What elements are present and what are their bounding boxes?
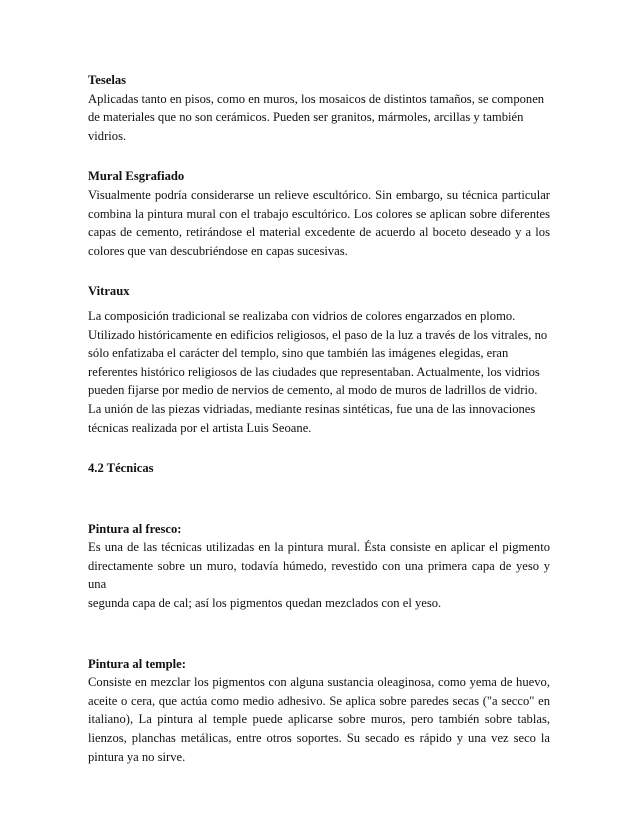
text-line: pueden fijarse por medio de nervios de cemento, al modo de muros de ladrillos de vidrio.: [88, 383, 538, 398]
section-pintura-al-fresco: [88, 520, 550, 613]
text-line: segunda capa de cal; así los pigmentos quedan mezclados con el yeso.: [88, 596, 442, 611]
text-line: pintura ya no sirve.: [88, 749, 186, 764]
text-line: Aplicadas tanto en pisos, como en muros, los mosaicos de distintos tamaños, se componen: [88, 91, 545, 106]
section-pintura-al-temple: [88, 655, 550, 767]
heading-vitraux: Vitraux: [88, 284, 130, 299]
text-line: Es una de las técnicas utilizadas en la pintura mural. Ésta consiste en aplicar el pigmento: [88, 540, 550, 555]
text-line: italiano), La pintura al temple puede aplicarse sobre muros, pero también sobre tablas,: [88, 712, 550, 727]
section-tecnicas: [88, 459, 550, 478]
document-page: [88, 71, 550, 766]
heading-mural-esgrafiado: Mural Esgrafiado: [88, 169, 185, 184]
paragraph-mural-esgrafiado: [88, 186, 550, 260]
text-line: sólo enfatizaba el carácter del templo, sino que también las imágenes elegidas, eran: [88, 346, 509, 361]
paragraph-vitraux: [88, 307, 550, 437]
text-line: lienzos, planchas metálicas, entre otros soportes. Su secado es rápido y una vez seco la: [88, 731, 550, 746]
text-line: técnicas realizada por el artista Luis Seoane.: [88, 420, 312, 435]
text-line: de materiales que no son cerámicos. Pueden ser granitos, mármoles, arcillas y también: [88, 110, 524, 125]
text-line: Consiste en mezclar los pigmentos con alguna sustancia oleaginosa, como yema de huevo,: [88, 675, 550, 690]
heading-teselas: Teselas: [88, 73, 127, 87]
paragraph-pintura-al-temple: [88, 673, 550, 766]
text-line: colores que van descubriéndose en capas sucesivas.: [88, 243, 348, 258]
text-line: Visualmente podría considerarse un relieve escultórico. Sin embargo, su técnica particular: [88, 187, 550, 202]
text-line: La composición tradicional se realizaba con vidrios de colores engarzados en plomo.: [88, 308, 516, 323]
heading-tecnicas: 4.2 Técnicas: [88, 461, 154, 476]
section-mural-esgrafiado: [88, 167, 550, 260]
paragraph-teselas: [88, 90, 550, 146]
heading-pintura-al-fresco: Pintura al fresco:: [88, 521, 182, 536]
text-line: aceite o cera, que actúa como medio adhesivo. Se aplica sobre paredes secas ("a secco" en: [88, 693, 550, 708]
text-line: capas de cemento, retirándose el material excedente de acuerdo al boceto deseado y a los: [88, 225, 550, 240]
text-line: combina la pintura mural con el trabajo escultórico. Los colores se aplican sobre diferentes: [88, 206, 550, 221]
text-line: directamente sobre un muro, todavía húmedo, revestido con una primera capa de yeso y una: [88, 558, 550, 592]
text-line: Utilizado históricamente en edificios religiosos, el paso de la luz a través de los vitrales, no: [88, 327, 548, 342]
text-line: vidrios.: [88, 128, 127, 143]
paragraph-pintura-al-fresco: [88, 538, 550, 612]
section-vitraux: [88, 282, 550, 437]
text-line: referentes histórico religiosos de las ciudades que representaban. Actualmente, los vidrios: [88, 364, 540, 379]
text-line: La unión de las piezas vidriadas, mediante resinas sintéticas, fue una de las innovaciones: [88, 401, 536, 416]
heading-pintura-al-temple: Pintura al temple:: [88, 656, 186, 671]
section-teselas: [88, 71, 550, 145]
